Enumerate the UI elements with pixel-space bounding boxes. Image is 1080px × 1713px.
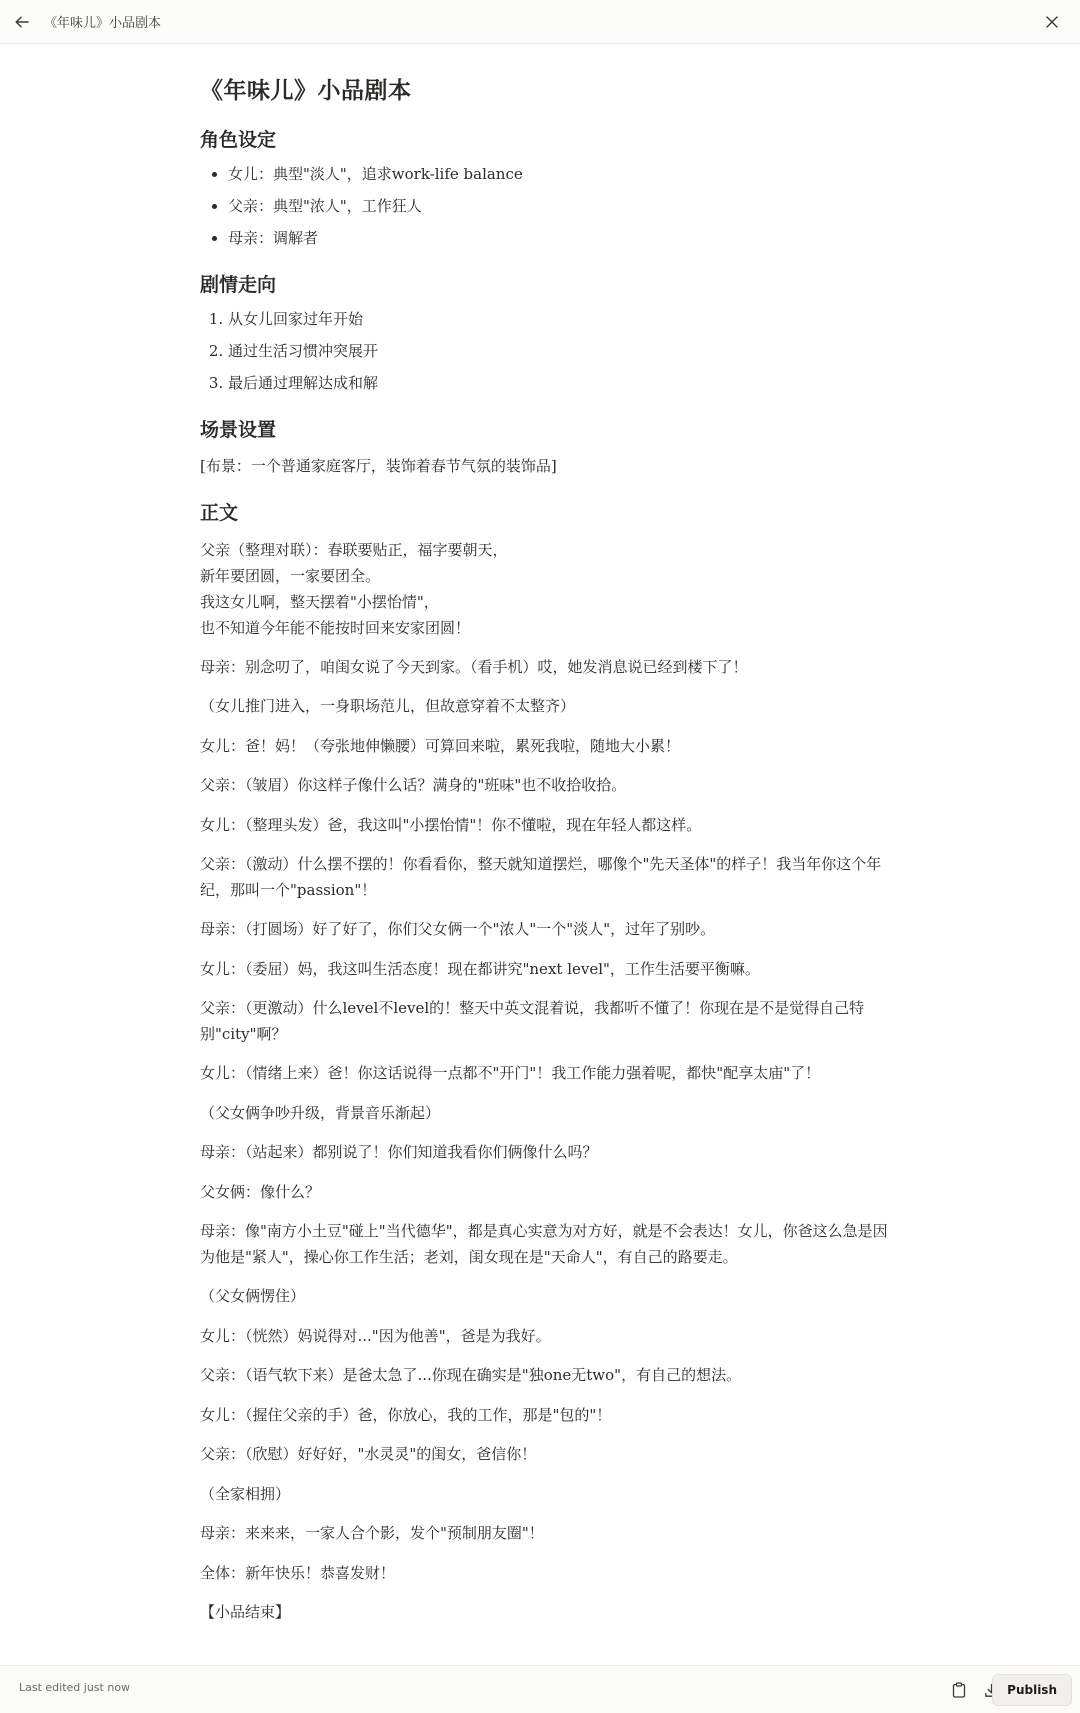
- script-line: （女儿推门进入，一身职场范儿，但故意穿着不太整齐）: [200, 697, 576, 715]
- opening-verse: [200, 537, 890, 641]
- roles-heading: 角色设定: [200, 129, 277, 151]
- last-edited-status: Last edited just now: [19, 1681, 131, 1694]
- verse-line: 也不知道今年能不能按时回来安家团圆！: [200, 618, 471, 637]
- body-section: [200, 498, 890, 1626]
- script-line: 父亲：（语气软下来）是爸太急了...你现在确实是"独one无two"，有自己的想法。: [200, 1366, 742, 1384]
- publish-button[interactable]: Publish: [992, 1674, 1072, 1706]
- script-line: 女儿：（握住父亲的手）爸，你放心，我的工作，那是"包的"！: [200, 1405, 612, 1424]
- plot-heading: 剧情走向: [200, 274, 277, 296]
- script-line: 母亲：（站起来）都别说了！你们知道我看你们俩像什么吗？: [200, 1143, 598, 1161]
- script-line: 女儿：（情绪上来）爸！你这话说得一点都不"开门"！我工作能力强着呢，都快"配享太庙"了！: [200, 1064, 821, 1082]
- roles-section: [200, 125, 890, 248]
- script-line: （父女俩愣住）: [200, 1287, 306, 1305]
- script-line: （父女俩争吵升级，背景音乐渐起）: [200, 1103, 441, 1122]
- list-item: 1. 从女儿回家过年开始: [228, 309, 890, 329]
- document-tab-title: 《年味儿》小品剧本: [44, 16, 162, 31]
- scene-heading: 场景设置: [200, 419, 277, 441]
- back-button[interactable]: [0, 0, 44, 44]
- bottom-bar: [0, 1665, 1080, 1713]
- verse-line: 父亲（整理对联）：春联要贴正，福字要朝天，: [200, 540, 508, 559]
- script-line: 父亲：（皱眉）你这样子像什么话？满身的"班味"也不收拾收拾。: [200, 776, 627, 794]
- plot-section: [200, 270, 890, 393]
- script-line: 父女俩：像什么？: [200, 1182, 321, 1201]
- verse-line: 新年要团圆，一家要团全。: [200, 566, 381, 585]
- script-line: 全体：新年快乐！恭喜发财！: [200, 1563, 396, 1582]
- script-line: 母亲：别念叨了，咱闺女说了今天到家。（看手机）哎，她发消息说已经到楼下了！: [200, 657, 748, 676]
- script-line: 女儿：（整理头发）爸，我这叫"小摆怡情"！你不懂啦，现在年轻人都这样。: [200, 815, 702, 834]
- document-content: [200, 72, 890, 1648]
- script-line: 母亲：来来来，一家人合个影，发个"预制朋友圈"！: [200, 1524, 544, 1542]
- scene-section: [200, 415, 890, 480]
- top-bar: [0, 0, 1080, 44]
- script-line: （全家相拥）: [200, 1484, 291, 1503]
- document-title: 《年味儿》小品剧本: [200, 77, 412, 104]
- list-item: • 母亲：调解者: [228, 228, 890, 248]
- script-line: 父亲：（激动）什么摆不摆的！你看看你，整天就知道摆烂，哪像个"先天圣体"的样子！我当年你这个年纪，那叫一个"passion"！: [200, 855, 882, 899]
- script-line: 女儿：（委屈）妈，我这叫生活态度！现在都讲究"next level"，工作生活要平衡嘛。: [200, 959, 760, 978]
- verse-line: 我这女儿啊，整天摆着"小摆怡情"，: [200, 592, 439, 611]
- script-line: 母亲：像"南方小土豆"碰上"当代德华"，都是真心实意为对方好，就是不会表达！女儿，你爸这么急是因为他是"紧人"，操心你工作生活；老刘，闺女现在是"天命人"，有自己的路要走。: [200, 1222, 888, 1266]
- list-item: 2. 通过生活习惯冲突展开: [228, 341, 890, 361]
- body-heading: 正文: [200, 501, 239, 524]
- script-line: 母亲：（打圆场）好了好了，你们父女俩一个"浓人"一个"淡人"，过年了别吵。: [200, 920, 716, 938]
- list-item: • 女儿：典型"淡人"，追求work-life balance: [228, 164, 890, 184]
- close-icon: [1045, 15, 1059, 29]
- clipboard-icon: [952, 1682, 966, 1698]
- plot-list: [200, 309, 890, 393]
- copy-button[interactable]: [945, 1676, 973, 1704]
- list-item: 3. 最后通过理解达成和解: [228, 373, 890, 393]
- script-end: 【小品结束】: [200, 1603, 291, 1621]
- arrow-left-icon: [14, 14, 30, 30]
- script-line: 女儿：爸！妈！（夸张地伸懒腰）可算回来啦，累死我啦，随地大小累！: [200, 736, 681, 755]
- roles-list: [200, 164, 890, 248]
- scene-text: [布景：一个普通家庭客厅，装饰着春节气氛的装饰品]: [200, 457, 557, 475]
- script-line: 父亲：（欣慰）好好好，"水灵灵"的闺女，爸信你！: [200, 1445, 537, 1463]
- script-line: 父亲：（更激动）什么level不level的！整天中英文混着说，我都听不懂了！你现在是不是觉得自己特别"city"啊？: [200, 999, 865, 1043]
- close-button[interactable]: [1030, 0, 1074, 44]
- list-item: • 父亲：典型"浓人"，工作狂人: [228, 196, 890, 216]
- script-line: 女儿：（恍然）妈说得对..."因为他善"，爸是为我好。: [200, 1326, 551, 1345]
